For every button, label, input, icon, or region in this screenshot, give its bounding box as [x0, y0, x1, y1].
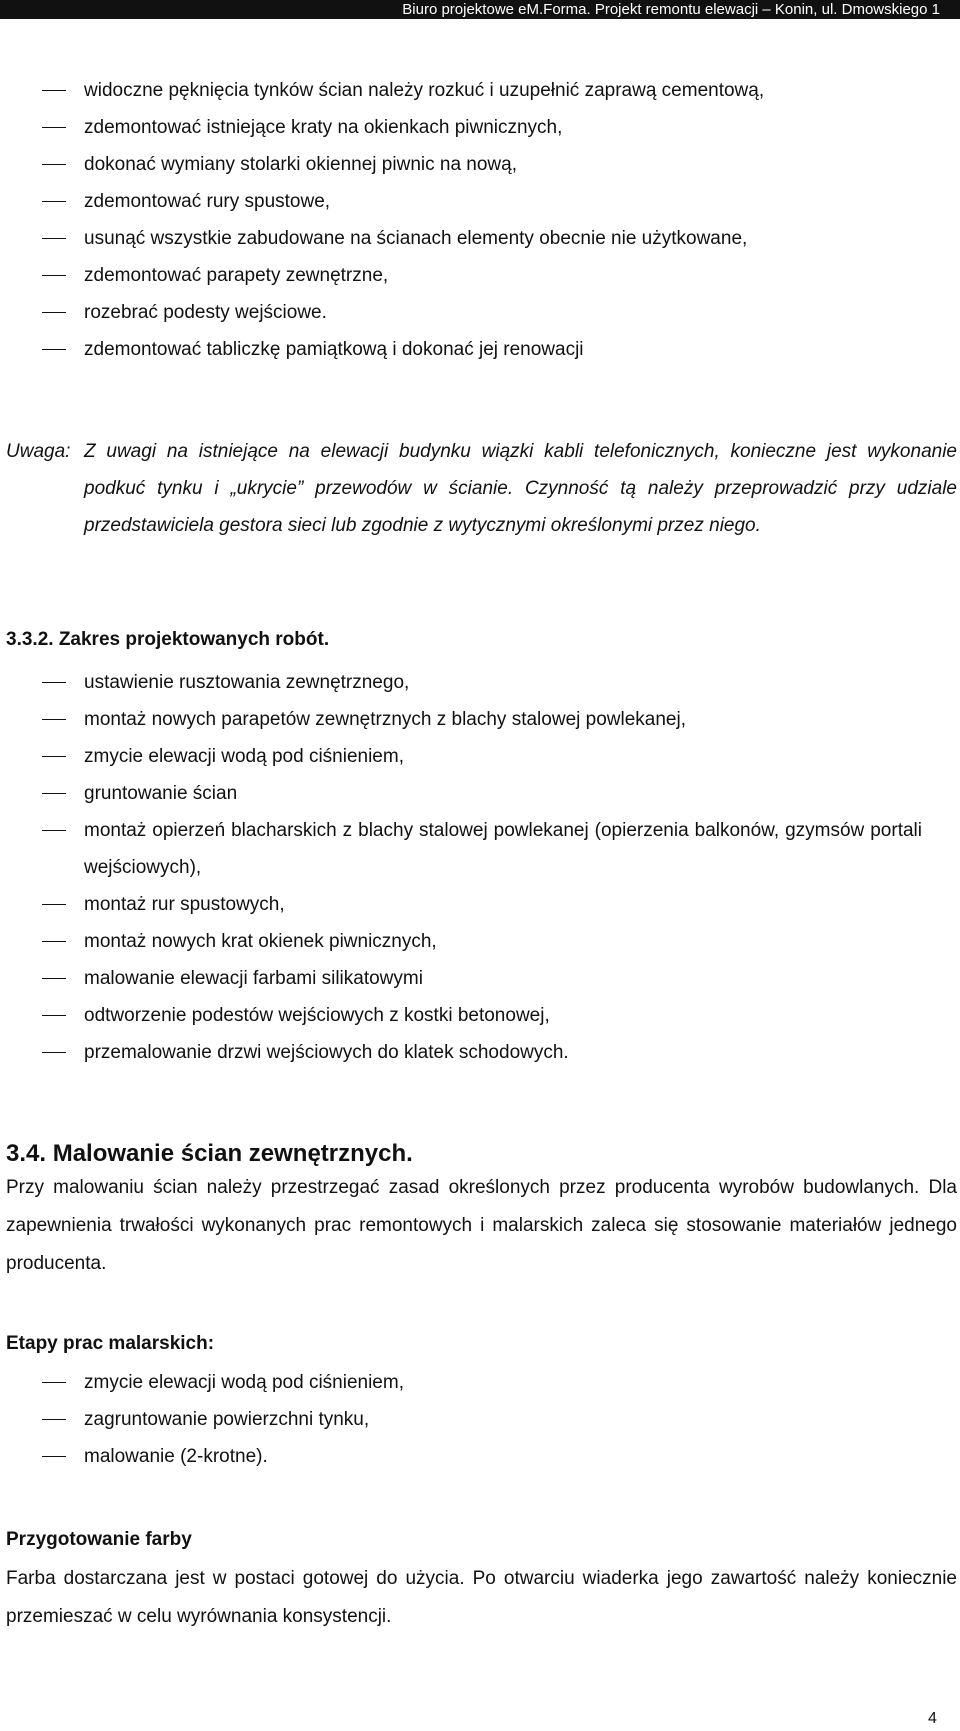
dash-bullet-icon [42, 978, 66, 979]
list-item-text: odtworzenie podestów wejściowych z kostki betonowej, [84, 1005, 550, 1026]
page-header: Biuro projektowe eM.Forma. Projekt remontu elewacji – Konin, ul. Dmowskiego 1 [0, 0, 960, 19]
list-item [0, 775, 960, 812]
dash-bullet-icon [42, 349, 66, 350]
dash-bullet-icon [42, 312, 66, 313]
list-item-text: zdemontować rury spustowe, [84, 191, 331, 212]
list-item-text: zdemontować istniejące kraty na okienkach piwnicznych, [84, 117, 563, 138]
dash-bullet-icon [42, 830, 66, 831]
list-item [0, 331, 960, 368]
dash-bullet-icon [42, 1456, 66, 1457]
list-item-text: montaż nowych krat okienek piwnicznych, [84, 931, 437, 952]
dash-bullet-icon [42, 275, 66, 276]
prep-list [0, 72, 960, 368]
list-item [0, 1401, 960, 1438]
dash-bullet-icon [42, 201, 66, 202]
list-item-text: zmycie elewacji wodą pod ciśnieniem, [84, 1372, 404, 1393]
dash-bullet-icon [42, 1052, 66, 1053]
list-item-text: usunąć wszystkie zabudowane na ścianach elementy obecnie nie użytkowane, [84, 228, 748, 249]
dash-bullet-icon [42, 719, 66, 720]
section-34-heading: 3.4. Malowanie ścian zewnętrznych. [6, 1140, 413, 1167]
paint-prep-heading: Przygotowanie farby [6, 1529, 192, 1550]
list-item [0, 1438, 960, 1475]
list-item-text: przemalowanie drzwi wejściowych do klatek schodowych. [84, 1042, 569, 1063]
list-item [0, 886, 960, 923]
list-item-text: malowanie (2-krotne). [84, 1446, 268, 1467]
list-item-text: ustawienie rusztowania zewnętrznego, [84, 672, 410, 693]
list-item [0, 997, 960, 1034]
list-item-text: dokonać wymiany stolarki okiennej piwnic na nową, [84, 154, 518, 175]
list-item-text: zdemontować parapety zewnętrzne, [84, 265, 389, 286]
dash-bullet-icon [42, 90, 66, 91]
list-item [0, 738, 960, 775]
section-34-paragraph: Przy malowaniu ścian należy przestrzegać zasad określonych przez producenta wyrobów budowlanych. Dla zapewnienia trwałości wykonanych prac remontowych i malarskich zaleca się stosowanie materiałów jednego producenta. [6, 1177, 957, 1274]
dash-bullet-icon [42, 793, 66, 794]
list-item [0, 701, 960, 738]
page-number: 4 [928, 1710, 937, 1727]
note-label: Uwaga: [6, 441, 71, 462]
list-item-text: montaż rur spustowych, [84, 894, 285, 915]
list-item [0, 146, 960, 183]
dash-bullet-icon [42, 164, 66, 165]
stages-heading: Etapy prac malarskich: [6, 1333, 215, 1354]
list-item-text: montaż nowych parapetów zewnętrznych z blachy stalowej powlekanej, [84, 709, 686, 730]
section-332-heading: 3.3.2. Zakres projektowanych robót. [6, 629, 330, 650]
list-item [0, 664, 960, 701]
list-item-text: zdemontować tabliczkę pamiątkową i dokonać jej renowacji [84, 339, 584, 360]
list-item [0, 257, 960, 294]
list-item [0, 220, 960, 257]
dash-bullet-icon [42, 941, 66, 942]
list-item [0, 812, 960, 886]
dash-bullet-icon [42, 1015, 66, 1016]
list-item-text: widoczne pęknięcia tynków ścian należy rozkuć i uzupełnić zaprawą cementową, [84, 80, 765, 101]
dash-bullet-icon [42, 127, 66, 128]
list-item [0, 72, 960, 109]
list-item [0, 109, 960, 146]
list-item-text: zagruntowanie powierzchni tynku, [84, 1409, 370, 1430]
note-text: Z uwagi na istniejące na elewacji budynku wiązki kabli telefonicznych, konieczne jest wykonanie podkuć tynku i „ukrycie” przewodów w ścianie. Czynność tą należy przeprowadzić przy udziale przedstawiciela gestora sieci lub zgodnie z wytycznymi określonymi przez niego. [84, 441, 957, 536]
list-item-text: zmycie elewacji wodą pod ciśnieniem, [84, 746, 404, 767]
works-list [0, 664, 960, 1071]
list-item-text: montaż opierzeń blacharskich z blachy stalowej powlekanej (opierzenia balkonów, gzymsów portali wejściowych), [84, 820, 922, 878]
list-item [0, 923, 960, 960]
dash-bullet-icon [42, 904, 66, 905]
dash-bullet-icon [42, 1419, 66, 1420]
paint-prep-paragraph: Farba dostarczana jest w postaci gotowej do użycia. Po otwarciu wiaderka jego zawartość należy koniecznie przemieszać w celu wyrównania konsystencji. [6, 1568, 957, 1627]
list-item [0, 294, 960, 331]
list-item [0, 960, 960, 997]
list-item-text: malowanie elewacji farbami silikatowymi [84, 968, 423, 989]
dash-bullet-icon [42, 756, 66, 757]
dash-bullet-icon [42, 1382, 66, 1383]
list-item-text: gruntowanie ścian [84, 783, 238, 804]
list-item [0, 1034, 960, 1071]
stages-list [0, 1364, 960, 1475]
list-item [0, 1364, 960, 1401]
dash-bullet-icon [42, 682, 66, 683]
list-item [0, 183, 960, 220]
list-item-text: rozebrać podesty wejściowe. [84, 302, 327, 323]
dash-bullet-icon [42, 238, 66, 239]
